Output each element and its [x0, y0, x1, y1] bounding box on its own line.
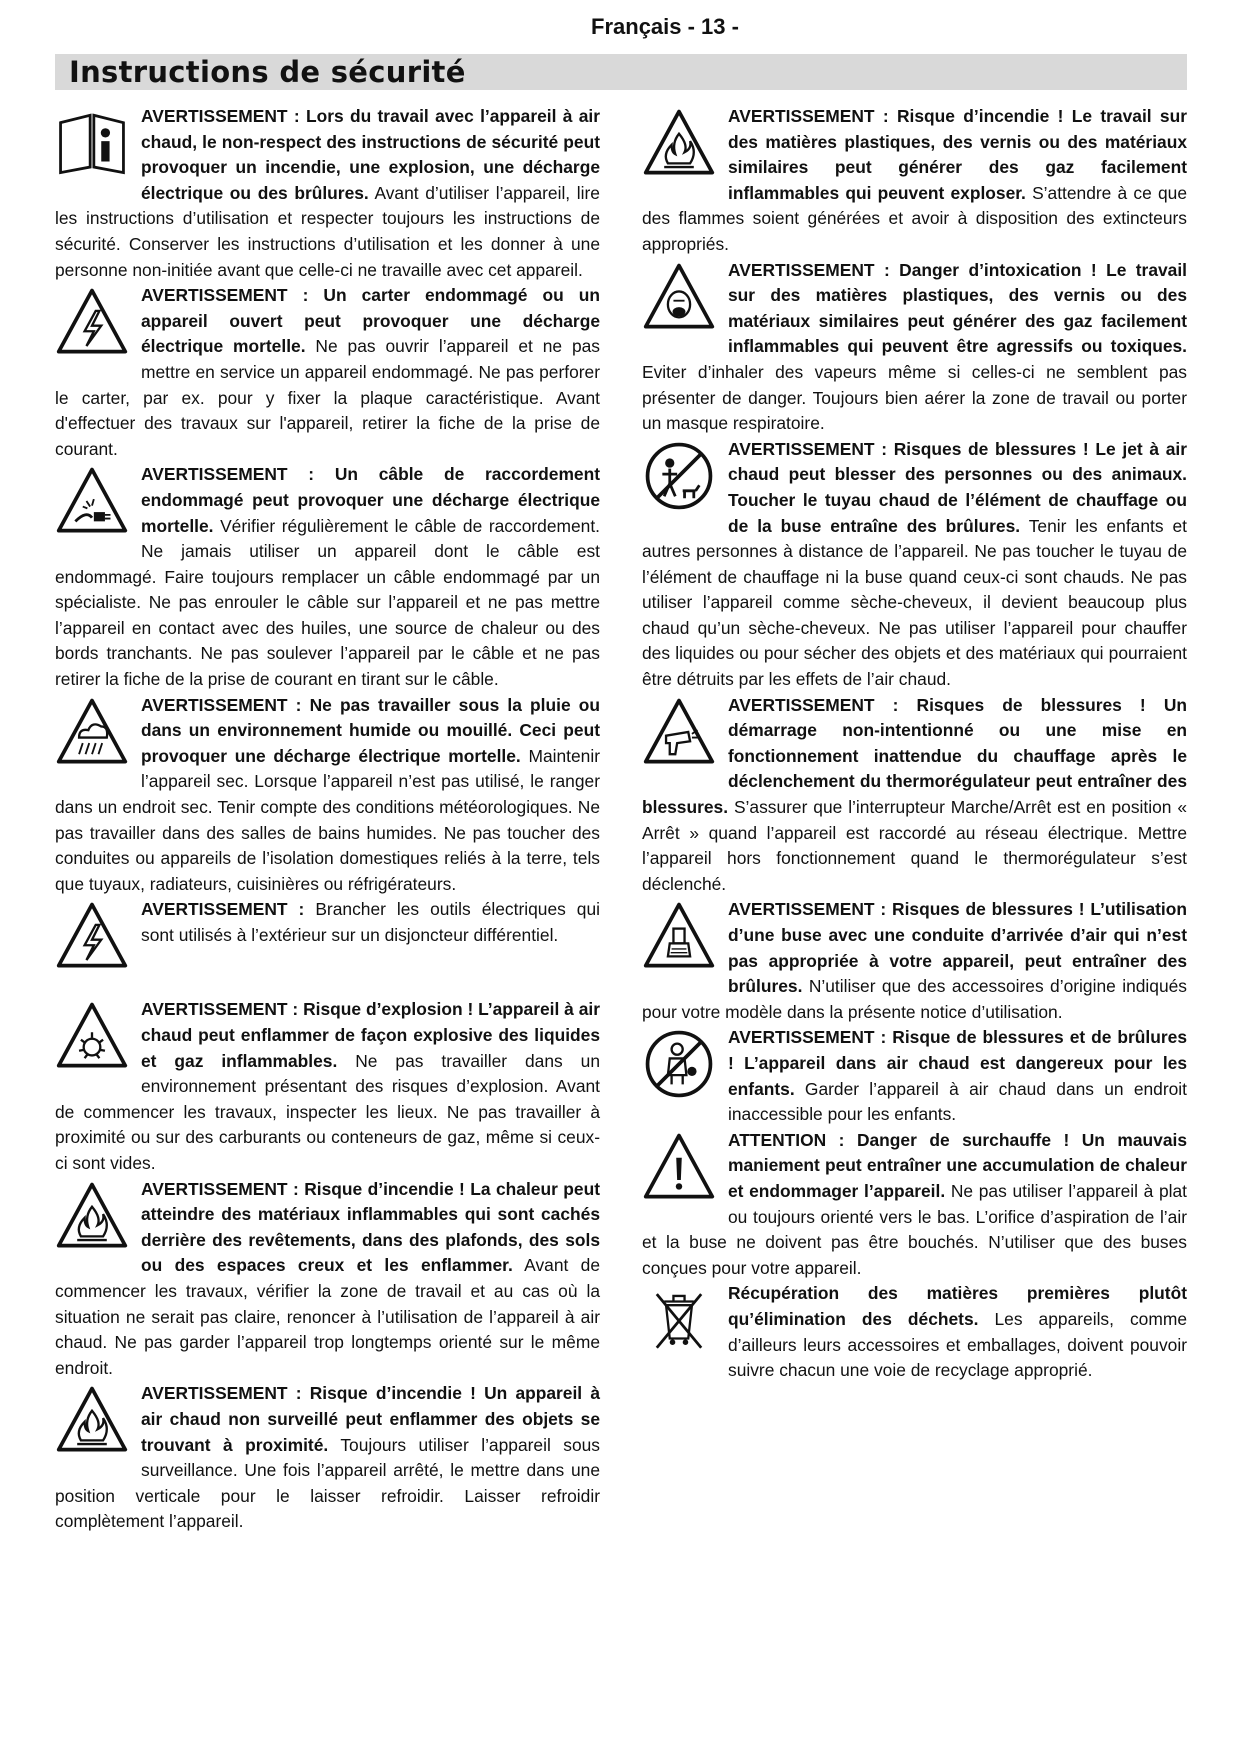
warning-heading: AVERTISSEMENT : Ne pas travailler sous la pluie ou dans un environnement humide ou mouillé. Ceci peut provoquer une décharge électrique mortelle. [141, 694, 600, 766]
safety-block [55, 897, 600, 997]
safety-block [642, 1128, 1187, 1282]
warning-text: Toujours utiliser l’appareil sous surveillance. Une fois l’appareil arrêté, le mettre dans une position verticale pour le laisser refroidir. Laisser refroidir complètement l’appareil. [55, 1434, 600, 1532]
respirator-warning-icon [642, 260, 722, 340]
rain-warning-icon [55, 695, 135, 775]
safety-block [642, 897, 1187, 1025]
safety-block [55, 104, 600, 283]
safety-block [642, 104, 1187, 258]
safety-block [642, 1025, 1187, 1127]
warning-heading: AVERTISSEMENT : Risque d’explosion ! L’appareil à air chaud peut enflammer de façon explosive des liquides et gaz inflammables. [141, 999, 600, 1071]
fire-warning-icon [55, 1383, 135, 1463]
warning-heading: AVERTISSEMENT : Risque de blessures et de brûlures ! L’appareil dans air chaud est dangereux pour les enfants. [728, 1027, 1187, 1099]
section-title-bar [55, 54, 1187, 90]
safety-block [642, 258, 1187, 437]
right-column [642, 104, 1187, 1384]
hot-nozzle-warning-icon [642, 899, 722, 979]
fire-warning-icon [55, 1179, 135, 1259]
warning-text: Les appareils, comme d’ailleurs leurs accessoires et emballages, doivent pouvoir suivre chacun une voie de recyclage approprié. [728, 1308, 1187, 1381]
warning-heading: AVERTISSEMENT : Risque d’incendie ! Un appareil à air chaud non surveillé peut enflammer des objets se trouvant à proximité. [141, 1383, 600, 1455]
warning-text: Ne pas travailler dans un environnement présentant des risques d’explosion. Avant de commencer les travaux, inspecter les lieux. Ne pas travailler à proximité ou sur des carburants ou conteneurs de gaz, même si ceux-ci sont vides. [55, 1050, 600, 1173]
safety-block [55, 1177, 600, 1382]
weee-recycling-icon [642, 1283, 722, 1363]
warning-heading: AVERTISSEMENT : Un carter endommagé ou un appareil ouvert peut provoquer une décharge électrique mortelle. [141, 285, 600, 357]
safety-block [642, 437, 1187, 693]
warning-heading: AVERTISSEMENT : Risque d’incendie ! Le travail sur des matières plastiques, des vernis ou des matériaux similaires peut générer des gaz facilement inflammables qui peuvent exploser. [728, 106, 1187, 203]
warning-text: Tenir les enfants et autres personnes à distance de l’appareil. Ne pas toucher le tuyau de l’élément de chauffage ni la buse quand ceux-ci sont chauds. Ne pas utiliser l’appareil comme sèche-cheveux, il devient beaucoup plus chaud qu’un sèche-cheveux. Ne pas utiliser l’appareil pour chauffer des liquides ou pour sécher des objets et des matériaux qui pourraient être détruits par les effets de l’air chaud. [642, 515, 1187, 690]
warning-heading: AVERTISSEMENT : Risque d’incendie ! La chaleur peut atteindre des matériaux inflammables qui sont cachés derrière des revêtements, dans des plafonds, des sols ou des espaces creux et les enflammer. [141, 1178, 600, 1276]
caution-exclamation-icon [642, 1130, 722, 1210]
warning-heading: AVERTISSEMENT : [141, 899, 305, 920]
keep-away-children-icon [642, 1027, 722, 1107]
safety-block [55, 283, 600, 462]
explosion-warning-icon [55, 999, 135, 1079]
warning-heading: AVERTISSEMENT : Danger d’intoxication ! Le travail sur des matières plastiques, des vernis ou des matériaux similaires peut générer des gaz facilement inflammables qui peuvent être agressifs ou toxiques. [728, 259, 1187, 357]
electric-warning-icon [55, 899, 135, 979]
fire-warning-icon [642, 106, 722, 186]
page-header [0, 14, 1240, 40]
left-column [55, 104, 600, 1535]
warning-text: Ne pas ouvrir l’appareil et ne pas mettre en service un appareil endommagé. Ne pas perforer le carter, par ex. pour y fixer la plaque caractéristique. Avant d'effectuer des travaux sur l'appareil, retirer la fiche de la prise de courant. [55, 336, 600, 459]
heat-gun-warning-icon [642, 695, 722, 775]
warning-heading: AVERTISSEMENT : Lors du travail avec l’appareil à air chaud, le non-respect des instructions de sécurité peut provoquer un incendie, une explosion, une décharge électrique ou des brûlures. [141, 106, 600, 203]
damaged-cable-warning-icon [55, 464, 135, 544]
safety-block [55, 997, 600, 1176]
safety-block [55, 462, 600, 692]
warning-heading: AVERTISSEMENT : Risques de blessures ! L’utilisation d’une buse avec une conduite d’arrivée d’air qui n’est pas appropriée à votre appareil, peut entraîner des brûlures. [728, 899, 1187, 997]
warning-text: Avant d’utiliser l’appareil, lire les instructions d’utilisation et respecter toujours les instructions de sécurité. Conserver les instructions d’utilisation et les donner à une personne non-initiée avant que celle-ci ne travaille avec cet appareil. [55, 182, 600, 280]
safety-block [55, 1381, 600, 1535]
warning-heading: AVERTISSEMENT : Un câble de raccordement endommagé peut provoquer une décharge électrique mortelle. [141, 464, 600, 536]
warning-text: Brancher les outils électriques qui sont utilisés à l’extérieur sur un disjoncteur différentiel. [141, 899, 601, 945]
warning-text: Maintenir l’appareil sec. Lorsque l’appareil n’est pas utilisé, le ranger dans un endroit sec. Tenir compte des conditions météorologiques. Ne pas travailler dans des salles de bains humides. Ne pas toucher des conduites ou appareils de l’isolation domestiques reliés à la terre, tels que tuyaux, radiateurs, cuisinières ou réfrigérateurs. [55, 745, 601, 894]
warning-text: S’assurer que l’interrupteur Marche/Arrêt est en position « Arrêt » quand l’appareil est raccordé au réseau électrique. Mettre l’appareil hors fonctionnement quand le thermorégulateur s’est déclenché. [642, 797, 1187, 894]
warning-heading: AVERTISSEMENT : Risques de blessures ! Un démarrage non-intentionné ou une mise en fonctionnement inattendue du chauffage après le déclenchement du thermorégulateur peut entraîner des blessures. [642, 694, 1187, 818]
electric-shock-warning-icon [55, 285, 135, 365]
warning-heading: ATTENTION : Danger de surchauffe ! Un mauvais maniement peut entraîner une accumulation de chaleur et endommager l’appareil. [728, 1129, 1187, 1201]
no-people-animals-icon [642, 439, 722, 519]
warning-text: Ne pas utiliser l’appareil à plat ou toujours orienté vers le bas. L’orifice d’aspiration de l’air et la buse ne doivent pas être bouchés. N’utiliser que des buses conçues pour votre appareil. [642, 1180, 1187, 1278]
page-title: Instructions de sécurité [69, 55, 466, 89]
warning-heading: AVERTISSEMENT : Risques de blessures ! Le jet à air chaud peut blesser des personnes ou des animaux. Toucher le tuyau chaud de l’élément de chauffage ou de la buse entraîne des brûlures. [728, 438, 1187, 536]
page-label: Français - 13 - [591, 14, 739, 39]
warning-text: Eviter d’inhaler des vapeurs même si celles-ci ne semblent pas présenter de danger. Toujours bien aérer la zone de travail ou porter un masque respiratoire. [642, 361, 1187, 434]
safety-block [642, 1281, 1187, 1383]
warning-text: Garder l’appareil à air chaud dans un endroit inaccessible pour les enfants. [728, 1078, 1187, 1125]
safety-block [55, 693, 600, 898]
warning-text: N’utiliser que des accessoires d’origine indiqués pour votre modèle dans la présente notice d’utilisation. [642, 976, 1187, 1022]
manual-info-icon [55, 106, 135, 186]
safety-block [642, 693, 1187, 898]
warning-text: S’attendre à ce que des flammes soient générées et avoir à disposition des extincteurs appropriés. [642, 182, 1187, 254]
warning-text: Avant de commencer les travaux, vérifier la zone de travail et au cas où la situation ne serait pas claire, renoncer à l’utilisation de l’appareil à air chaud. Ne pas garder l’appareil trop longtemps orienté sur le même endroit. [55, 1255, 600, 1378]
warning-text: Vérifier régulièrement le câble de raccordement. Ne jamais utiliser un appareil dont le câble est endommagé. Faire toujours remplacer un câble endommagé par un spécialiste. Ne pas enrouler le câble sur l’appareil et ne pas mettre l’appareil en contact avec des huiles, une source de chaleur ou des bords tranchants. Ne pas soulever l’appareil par le câble et ne pas retirer la fiche de la prise de courant en tirant sur le câble. [55, 515, 600, 690]
warning-heading: Récupération des matières premières plutôt qu’élimination des déchets. [728, 1283, 1187, 1329]
